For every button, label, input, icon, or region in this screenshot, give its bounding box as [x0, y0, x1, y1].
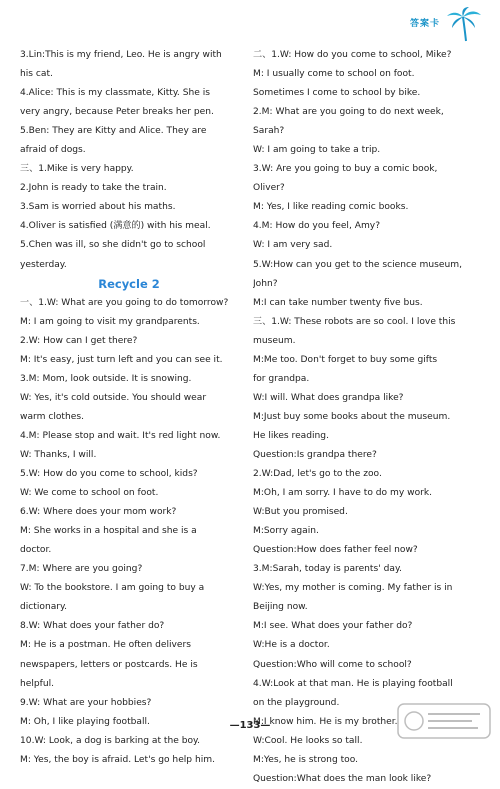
- text-line: 二、1.W: How do you come to school, Mike?: [253, 50, 452, 60]
- palm-tree-icon: [444, 6, 484, 42]
- text-line: on the playground.: [253, 697, 340, 708]
- text-line: W: I am going to take a trip.: [253, 145, 381, 156]
- page-number: —133—: [229, 720, 271, 731]
- text-line: his cat.: [20, 69, 53, 80]
- text-line: very angry, because Peter breaks her pen.: [20, 107, 214, 118]
- text-line: 4.M: Please stop and wait. It's red light now.: [20, 430, 221, 441]
- text-line: Question:How does father feel now?: [253, 545, 418, 556]
- text-line: for grandpa.: [253, 373, 310, 384]
- text-line: M:Oh, I am sorry. I have to do my work.: [253, 488, 433, 499]
- text-line: John?: [253, 278, 278, 289]
- text-line: 7.M: Where are you going?: [20, 564, 143, 575]
- text-line: newspapers, letters or postcards. He is: [20, 659, 198, 670]
- text-line: 一、1.W: What are you going to do tomorrow?: [20, 297, 229, 308]
- text-line: warm clothes.: [20, 411, 84, 422]
- text-line: 5.Chen was ill, so she didn't go to school: [20, 240, 206, 251]
- text-line: 三、1.W: These robots are so cool. I love this: [253, 316, 456, 327]
- text-line: M: It's easy, just turn left and you can see it.: [20, 354, 223, 365]
- text-line: M:Me too. Don't forget to buy some gifts: [253, 354, 438, 365]
- text-line: W: To the bookstore. I am going to buy a: [20, 583, 205, 594]
- text-line: helpful.: [20, 678, 55, 689]
- text-line: W:But you promised.: [253, 507, 348, 518]
- text-line: 3.M: Mom, look outside. It is snowing.: [20, 373, 192, 384]
- text-line: M:Sorry again.: [253, 526, 319, 537]
- text-line: 4.Alice: This is my classmate, Kitty. She is: [20, 88, 210, 99]
- text-line: 2.M: What are you going to do next week,: [253, 107, 444, 118]
- text-line: dictionary.: [20, 602, 68, 613]
- text-line: M: Yes, I like reading comic books.: [253, 202, 409, 213]
- text-line: 6.W: Where does your mom work?: [20, 507, 177, 518]
- text-line: 3.M:Sarah, today is parents' day.: [253, 564, 402, 575]
- text-line: W: Yes, it's cold outside. You should wear: [20, 392, 207, 403]
- text-line: 10.W: Look, a dog is barking at the boy.: [20, 735, 201, 746]
- watermark-logo-icon: [396, 702, 492, 740]
- text-line: museum.: [253, 335, 296, 346]
- text-line: Sometimes I come to school by bike.: [253, 88, 421, 99]
- text-line: M:I see. What does your father do?: [253, 621, 413, 632]
- left-column: [20, 46, 238, 770]
- text-line: M:I can take number twenty five bus.: [253, 297, 423, 308]
- text-line: 3.Sam is worried about his maths.: [20, 202, 176, 213]
- page-header: [338, 6, 488, 42]
- text-line: W:He is a doctor.: [253, 640, 330, 651]
- text-line: W:I will. What does grandpa like?: [253, 392, 404, 403]
- text-line: Beijing now.: [253, 602, 308, 613]
- text-line: M: She works in a hospital and she is a: [20, 526, 197, 537]
- text-line: 5.W:How can you get to the science museum,: [253, 259, 462, 270]
- text-line: 4.W:Look at that man. He is playing football: [253, 678, 453, 689]
- text-line: 2.W: How can I get there?: [20, 335, 138, 346]
- text-line: 2.W:Dad, let's go to the zoo.: [253, 469, 382, 480]
- text-line: 8.W: What does your father do?: [20, 621, 165, 632]
- text-line: 5.Ben: They are Kitty and Alice. They are: [20, 126, 207, 137]
- text-line: Oliver?: [253, 183, 285, 194]
- text-line: Sarah?: [253, 126, 285, 137]
- text-line: M:I know him. He is my brother.: [253, 716, 398, 727]
- text-line: doctor.: [20, 545, 52, 556]
- text-line: afraid of dogs.: [20, 145, 86, 156]
- text-line: 3.Lin:This is my friend, Leo. He is angry with: [20, 50, 222, 60]
- section-heading: Recycle 2: [98, 276, 160, 291]
- text-line: 4.M: How do you feel, Amy?: [253, 221, 381, 232]
- text-line: M: Oh, I like playing football.: [20, 716, 150, 727]
- text-line: 三、1.Mike is very happy.: [20, 164, 134, 175]
- text-line: W: Thanks, I will.: [20, 449, 97, 460]
- text-line: W:Yes, my mother is coming. My father is in: [253, 583, 453, 594]
- text-line: 3.W: Are you going to buy a comic book,: [253, 164, 438, 175]
- text-line: M: I usually come to school on foot.: [253, 69, 415, 80]
- text-line: 9.W: What are your hobbies?: [20, 697, 152, 708]
- text-line: 4.Oliver is satisfied (满意的) with his meal.: [20, 221, 211, 232]
- text-line: 5.W: How do you come to school, kids?: [20, 469, 198, 480]
- text-line: M:Yes, he is strong too.: [253, 754, 359, 765]
- text-line: M: Yes, the boy is afraid. Let's go help him.: [20, 754, 216, 765]
- text-line: M: I am going to visit my grandparents.: [20, 316, 200, 327]
- right-column: [253, 46, 473, 789]
- text-line: Question:Is grandpa there?: [253, 449, 377, 460]
- header-label: 答案卡: [409, 19, 440, 29]
- text-line: M:Just buy some books about the museum.: [253, 411, 451, 422]
- text-line: W: We come to school on foot.: [20, 488, 159, 499]
- text-line: W: I am very sad.: [253, 240, 333, 251]
- text-line: Question:Who will come to school?: [253, 659, 412, 670]
- text-line: M: He is a postman. He often delivers: [20, 640, 191, 651]
- text-line: He likes reading.: [253, 430, 329, 441]
- text-line: W:Cool. He looks so tall.: [253, 735, 363, 746]
- text-line: yesterday.: [20, 259, 67, 270]
- text-line: 2.John is ready to take the train.: [20, 183, 167, 194]
- text-line: Question:What does the man look like?: [253, 773, 432, 784]
